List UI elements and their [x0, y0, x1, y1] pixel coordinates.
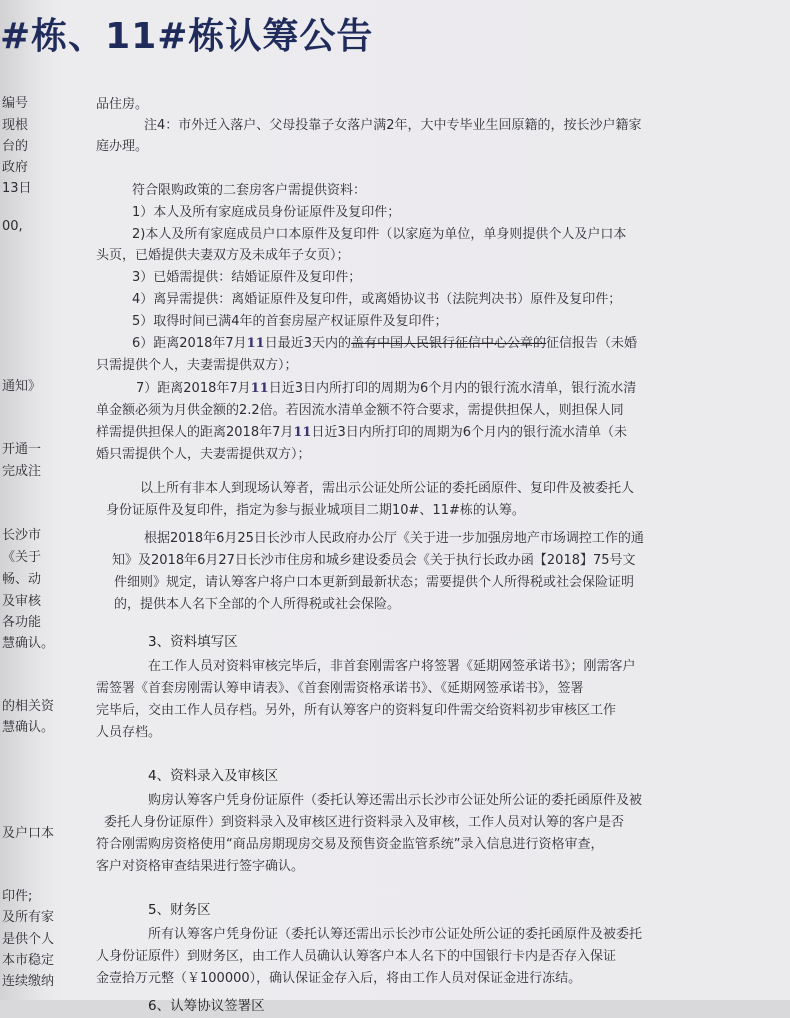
note-4: 注4：市外迁入落户、父母投靠子女落户满2年，大中专毕业生回原籍的，按长沙户籍家	[144, 118, 642, 133]
text-line: 人身份证原件）到财务区，由工作人员确认认筹客户本人名下的中国银行卡内是否存入保证	[96, 949, 617, 964]
announcement-title: #栋、11#栋认筹公告	[0, 16, 374, 57]
left-fragment: 畅、动	[2, 572, 42, 587]
text-segment: 日最近3天内的	[264, 336, 352, 351]
left-fragment: 慧确认。	[2, 636, 55, 651]
list-item: 5）取得时间已满4年的首套房屋产权证原件及复印件；	[132, 314, 448, 329]
left-fragment: 通知》	[2, 379, 42, 394]
left-fragment: 台的	[2, 139, 29, 154]
text-line: 完毕后，交由工作人员存档。另外，所有认筹客户的资料复印件需交给资料初步审核区工作	[96, 703, 617, 718]
text-line: 在工作人员对资料审核完毕后，非首套刚需客户将签署《延期网签承诺书》；刚需客户	[148, 659, 636, 674]
left-fragment: 00,	[2, 219, 23, 234]
list-item: 3）已婚需提供：结婚证原件及复印件；	[132, 270, 362, 285]
list-item-7	[136, 378, 636, 400]
text-line: 头页，已婚提供夫妻双方及未成年子女页）；	[96, 248, 350, 263]
text-segment: 征信报告（未婚	[546, 336, 638, 351]
handwritten-day: 11	[246, 336, 265, 351]
section-heading: 5、财务区	[148, 902, 211, 918]
left-fragment: 政府	[2, 160, 29, 175]
text-line: 件细则》规定，请认筹客户将户口本更新到最新状态；需要提供个人所得税或社会保险证明	[114, 575, 635, 590]
left-fragment: 《关于	[2, 550, 42, 565]
text-line: 符合限购政策的二套房客户需提供资料：	[132, 183, 367, 198]
text-line: 婚只需提供个人，夫妻需提供双方）；	[96, 447, 311, 462]
left-fragment: 慧确认。	[2, 720, 55, 735]
left-fragment: 编号	[2, 96, 29, 111]
text-line: 身份证原件及复印件，指定为参与振业城项目二期10#、11#栋的认筹。	[106, 503, 525, 518]
list-item: 2)本人及所有家庭成员户口本原件及复印件（以家庭为单位，单身则提供个人及户口本	[132, 227, 627, 242]
section-heading: 3、资料填写区	[148, 634, 238, 650]
text-segment: 样需提供担保人的距离2018年7月	[96, 425, 294, 440]
left-fragment: 印件;	[2, 889, 33, 904]
text-line: 需签署《首套房刚需认筹申请表》、《首套刚需资格承诺书》、《延期网签承诺书》，签署	[96, 681, 584, 696]
left-fragment: 各功能	[2, 615, 42, 630]
left-fragment: 长沙市	[2, 528, 42, 543]
text-line: 单金额必须为月供金额的2.2倍。若因流水清单金额不符合要求，需提供担保人，则担保人同	[96, 403, 624, 418]
text-segment: 日近3日内所打印的周期为6个月内的银行流水清单，银行流水清	[268, 381, 637, 396]
text-line: 金壹拾万元整（￥100000），确认保证金存入后，将由工作人员对保证金进行冻结。	[96, 971, 582, 986]
left-fragment: 本市稳定	[2, 953, 55, 968]
text-segment: 日近3日内所打印的周期为6个月内的银行流水清单（未	[311, 425, 627, 440]
text-line: 以上所有非本人到现场认筹者，需出示公证处所公证的委托函原件、复印件及被委托人	[140, 481, 635, 496]
text-line: 人员存档。	[96, 725, 162, 740]
text-line: 符合刚需购房资格使用“商品房期现房交易及预售资金监管系统”录入信息进行资格审查，	[96, 837, 604, 852]
section-heading: 6、认筹协议签署区	[148, 998, 265, 1014]
left-fragment: 及户口本	[2, 826, 55, 841]
handwritten-day: 11	[250, 381, 269, 396]
text-line: 庭办理。	[96, 139, 149, 154]
left-column-fragment	[0, 0, 66, 1000]
text-line: 所有认筹客户凭身份证（委托认筹还需出示长沙市公证处所公证的委托函原件及被委托	[148, 927, 643, 942]
text-line: 客户对资格审查结果进行签字确认。	[96, 859, 305, 874]
text-line: 委托人身份证原件）到资料录入及审核区进行资料录入及审核，工作人员对认筹的客户是否	[104, 815, 625, 830]
left-fragment: 的相关资	[2, 699, 55, 714]
left-fragment: 完成注	[2, 464, 42, 479]
text-segment: 7）距离2018年7月	[136, 381, 251, 396]
text-line: 品住房。	[96, 97, 149, 112]
left-fragment: 13日	[2, 181, 32, 196]
text-line: 购房认筹客户凭身份证原件（委托认筹还需出示长沙市公证处所公证的委托函原件及被	[148, 793, 643, 808]
left-fragment: 现根	[2, 118, 29, 133]
left-fragment: 及所有家	[2, 910, 55, 925]
list-item-6	[132, 333, 637, 355]
section-heading: 4、资料录入及审核区	[148, 768, 279, 784]
left-fragment: 及审核	[2, 594, 42, 609]
struck-text: 盖有中国人民银行征信中心公章的	[351, 336, 547, 351]
handwritten-day: 11	[293, 425, 312, 440]
text-line: 根据2018年6月25日长沙市人民政府办公厅《关于进一步加强房地产市场调控工作的通	[144, 531, 644, 546]
text-line	[96, 422, 627, 444]
left-fragment: 是供个人	[2, 932, 55, 947]
text-line: 知》及2018年6月27日长沙市住房和城乡建设委员会《关于执行长政办函【2018】75号文	[112, 553, 636, 568]
left-fragment: 开通一	[2, 442, 42, 457]
text-segment: 6）距离2018年7月	[132, 336, 247, 351]
list-item: 1）本人及所有家庭成员身份证原件及复印件；	[132, 205, 401, 220]
left-fragment: 连续缴纳	[2, 974, 55, 989]
list-item: 4）离异需提供：离婚证原件及复印件，或离婚协议书（法院判决书）原件及复印件；	[132, 292, 622, 307]
text-line: 的，提供本人名下全部的个人所得税或社会保险。	[114, 597, 401, 612]
text-line: 只需提供个人，夫妻需提供双方）；	[96, 358, 298, 373]
